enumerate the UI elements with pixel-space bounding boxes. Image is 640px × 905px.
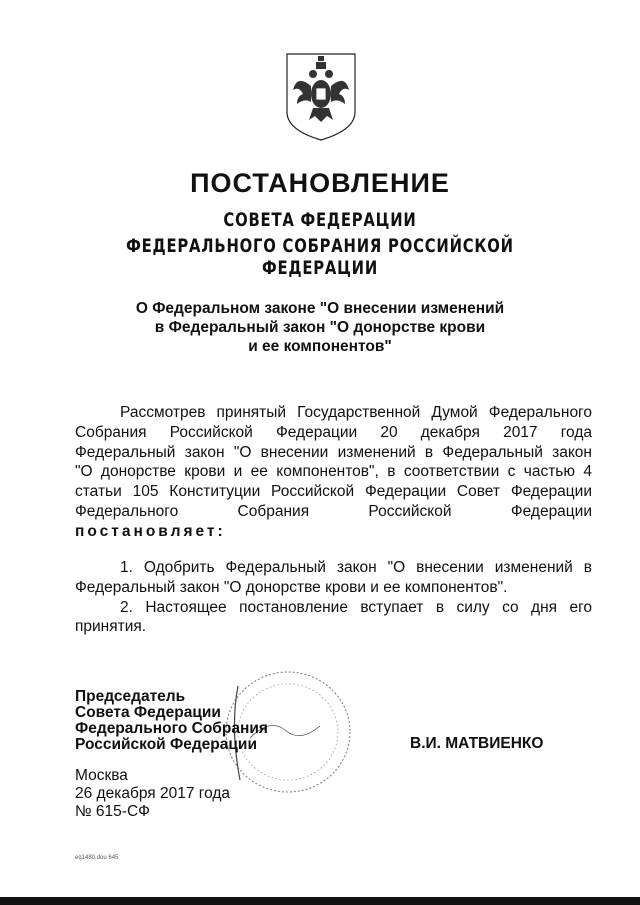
document-subject bbox=[100, 299, 540, 356]
signer-name: В.И. МАТВИЕНКО bbox=[410, 735, 544, 752]
subject-line: О Федеральном законе "О внесении изменений bbox=[135, 300, 505, 317]
body-line: статьи 105 Конституции Российской Федерации Совет Федерации bbox=[75, 483, 592, 501]
resolution-items bbox=[75, 558, 592, 637]
decree-word: постановляет: bbox=[75, 522, 226, 540]
subject-line: в Федеральный закон "О донорстве крови bbox=[154, 319, 486, 336]
body-line: Федерального Собрания Российской Федерации bbox=[75, 502, 592, 520]
footer-code: eq1480.dou 645 bbox=[75, 855, 119, 861]
item-2-line: 2. Настоящее постановление вступает в силу со дня его bbox=[120, 598, 592, 616]
item-1-line: 1. Одобрить Федеральный закон "О внесении изменений в bbox=[120, 559, 592, 576]
coat-of-arms-icon bbox=[283, 50, 359, 142]
scan-edge-bar bbox=[0, 897, 640, 905]
date: 26 декабря 2017 года bbox=[75, 785, 231, 802]
item-1-line: Федеральный закон "О донорстве крови и ее компонентов". bbox=[75, 578, 508, 596]
city: Москва bbox=[75, 767, 128, 784]
signature-block bbox=[75, 689, 268, 753]
issuing-body-line2: ФЕДЕРАЛЬНОГО СОБРАНИЯ РОССИЙСКОЙ ФЕДЕРАЦИИ bbox=[126, 235, 514, 279]
body-line: "О донорстве крови и ее компонентов", в соответствии с частью 4 bbox=[75, 463, 592, 481]
body-line: Собрания Российской Федерации 20 декабря 2017 года bbox=[75, 423, 592, 441]
signature-title-line: Российской Федерации bbox=[75, 736, 257, 753]
signature-title-line: Совета Федерации bbox=[75, 704, 221, 721]
item-2-line: принятия. bbox=[75, 618, 147, 636]
issuing-body-line1: СОВЕТА ФЕДЕРАЦИИ bbox=[223, 209, 417, 231]
document-number: № 615-СФ bbox=[75, 803, 150, 820]
body-line: Федеральный закон "О внесении изменений в Федеральный закон bbox=[75, 443, 592, 461]
document-title: ПОСТАНОВЛЕНИЕ bbox=[190, 168, 450, 198]
body-line: Рассмотрев принятый Государственной Думой Федерального bbox=[120, 404, 592, 421]
signature-title-line: Председатель bbox=[75, 688, 186, 705]
subject-line: и ее компонентов" bbox=[248, 338, 392, 355]
preamble-paragraph bbox=[75, 403, 592, 542]
place-date-number bbox=[75, 767, 230, 821]
signature-title-line: Федерального Собрания bbox=[75, 720, 268, 737]
